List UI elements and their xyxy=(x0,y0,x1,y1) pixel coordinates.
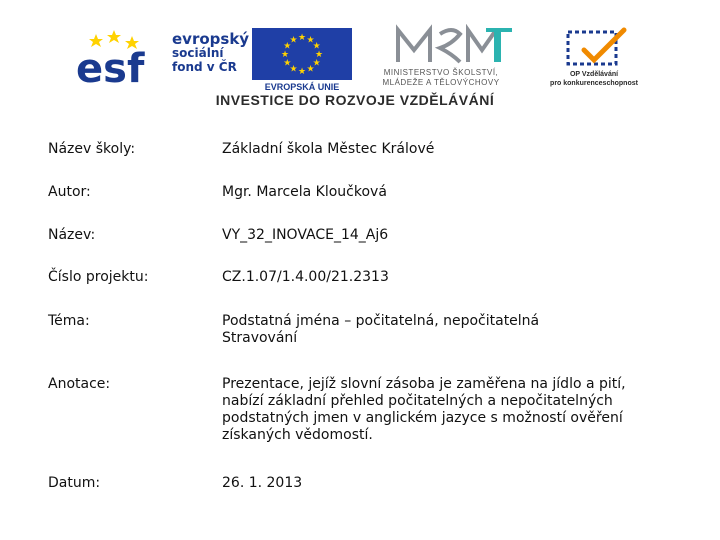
eu-star-icon: ★ xyxy=(312,58,321,69)
eu-flag-icon xyxy=(252,28,352,80)
row-value: Prezentace, jejíž slovní zásoba je zaměřena na jídlo a pití, nabízí základní přehled počitatelných a nepočitatelných podstatných jmen v anglickém jazyce s možností ověření získaných vědomostí. xyxy=(222,376,626,443)
row-value: CZ.1.07/1.4.00/21.2313 xyxy=(222,269,389,285)
eu-star-icon: ★ xyxy=(289,35,298,46)
row-label: Číslo projektu: xyxy=(48,269,149,285)
esf-text xyxy=(172,32,249,74)
esf-logo-icon xyxy=(74,28,160,86)
row-label: Název školy: xyxy=(48,141,136,157)
op-line-1: OP Vzdělávání xyxy=(569,71,619,78)
row-value: 26. 1. 2013 xyxy=(222,475,303,491)
row-value: Základní škola Městec Králové xyxy=(222,141,435,157)
op-logo xyxy=(538,24,650,98)
row-label: Téma: xyxy=(48,313,90,329)
esf-line-3: fond v ČR xyxy=(172,60,237,74)
eu-star-icon: ★ xyxy=(289,64,298,75)
svg-text:esf: esf xyxy=(76,46,145,86)
op-text xyxy=(538,70,650,88)
eu-star-icon: ★ xyxy=(314,50,324,60)
eu-label: EVROPSKÁ UNIE xyxy=(264,82,340,92)
row-value: Podstatná jména – počitatelná, nepočitatelná Stravování xyxy=(222,313,540,346)
msmt-line-2: MLÁDEŽE A TĚLOVÝCHOVY xyxy=(382,78,500,87)
esf-line-2: sociální xyxy=(172,46,224,60)
msmt-logo xyxy=(356,24,526,98)
eu-star-icon: ★ xyxy=(280,50,290,60)
msmt-mark-icon xyxy=(356,24,526,66)
eu-star-icon: ★ xyxy=(283,41,292,52)
eu-star-icon: ★ xyxy=(306,64,315,75)
op-mark-icon xyxy=(538,24,650,68)
eu-star-icon: ★ xyxy=(312,41,321,52)
esf-line-1: evropský xyxy=(172,30,250,48)
msmt-line-1: MINISTERSTVO ŠKOLSTVÍ, xyxy=(383,68,499,77)
msmt-text xyxy=(356,68,526,88)
eu-star-icon: ★ xyxy=(283,58,292,69)
eu-star-icon: ★ xyxy=(297,33,307,43)
op-line-2: pro konkurenceschopnost xyxy=(550,80,638,87)
banner-caption: INVESTICE DO ROZVOJE VZDĚLÁVÁNÍ xyxy=(215,92,495,108)
eu-logo xyxy=(252,28,352,96)
logo-banner xyxy=(60,20,650,112)
row-label: Autor: xyxy=(48,184,91,200)
row-label: Anotace: xyxy=(48,376,111,392)
eu-star-icon: ★ xyxy=(306,35,315,46)
row-label: Název: xyxy=(48,227,96,243)
row-value: VY_32_INOVACE_14_Aj6 xyxy=(222,227,389,243)
row-label: Datum: xyxy=(48,475,101,491)
row-value: Mgr. Marcela Kloučková xyxy=(222,184,387,200)
eu-star-icon: ★ xyxy=(297,67,307,77)
